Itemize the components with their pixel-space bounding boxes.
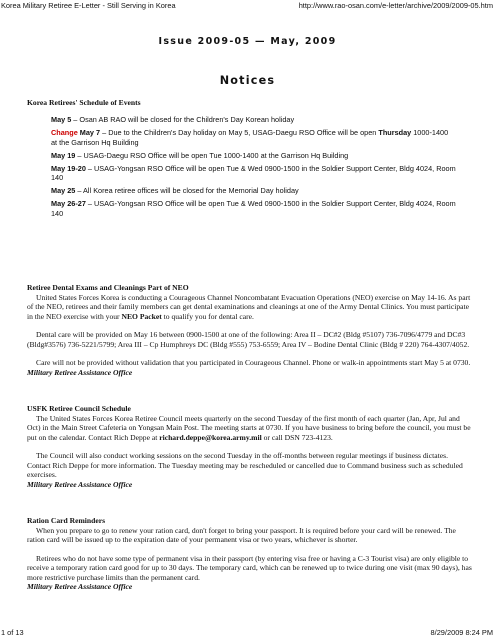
- event-date: May 19: [51, 150, 76, 160]
- event-item: [51, 151, 456, 161]
- article-body: [27, 283, 472, 592]
- schedule-title: Korea Retirees' Schedule of Events: [27, 98, 141, 107]
- issue-heading: Issue 2009-05 — May, 2009: [158, 36, 337, 47]
- change-badge: Change: [51, 127, 78, 137]
- events-list: [51, 115, 456, 222]
- event-text: – Due to the Children's Day holiday on May 5, USAG-Daegu RSO Office will be open: [100, 127, 379, 137]
- event-text: – Osan AB RAO will be closed for the Children's Day Korean holiday: [71, 115, 295, 124]
- dental-paragraph-3: Care will not be provided without validation that you participated in Courageous Channel. Phone or walk-in appointments start May 5 at 0730.: [36, 358, 471, 367]
- page-number: 1 of 13: [1, 628, 24, 637]
- event-text: – USAG-Yongsan RSO Office will be open Tue & Wed 0900-1500 in the Soldier Support Center, Bldg 4024, Room 140: [51, 199, 456, 218]
- event-text-tail: 1000-1400 at the Garrison Hq Building: [51, 127, 449, 147]
- ration-paragraph-1: When you prepare to go to renew your ration card, don't forget to bring your passport. It is required before your card will be renewed. The ration card will be issued up to the expiration date of your permanent visa or two years, whichever is shorter.: [27, 525, 456, 544]
- event-text: – All Korea retiree offices will be closed for the Memorial Day holiday: [75, 186, 299, 196]
- ration-section-title: Ration Card Reminders: [27, 516, 106, 525]
- event-date: May 26-27: [51, 199, 86, 209]
- event-date: May 5: [51, 115, 72, 124]
- event-date: May 25: [51, 186, 76, 196]
- event-item: [51, 128, 456, 147]
- page-header-url[interactable]: http://www.rao-osan.com/e-letter/archive/2009/2009-05.htm: [298, 1, 493, 10]
- event-text: – USAG-Daegu RSO Office will be open Tue 1000-1400 at the Garrison Hq Building: [75, 150, 349, 160]
- event-date: May 7: [79, 127, 101, 137]
- neo-packet-emphasis: NEO Packet: [121, 311, 162, 321]
- dental-signature: Military Retiree Assistance Office: [27, 367, 133, 377]
- council-section-title: USFK Retiree Council Schedule: [27, 404, 131, 413]
- event-item: [51, 115, 456, 125]
- council-paragraph-1: The United States Forces Korea Retiree Council meets quarterly on the second Tuesday of the first month of each quarter (Jan, Apr, Jul and Oct) in the Main Street Cafeteria on Yongsan Main Post. The meeting starts at 0730. If you have business to bring before the council, you must be put on the calendar. Contact Rich Deppe at richard.deppe@korea.army.mil or call DSN 723-4123.: [27, 413, 471, 442]
- event-emphasis: Thursday: [378, 127, 412, 137]
- event-item: [51, 164, 456, 183]
- dental-section-title: Retiree Dental Exams and Cleanings Part of NEO: [27, 283, 189, 292]
- ration-signature: Military Retiree Assistance Office: [27, 582, 133, 591]
- print-datetime: 8/29/2009 8:24 PM: [430, 628, 493, 637]
- council-signature: Military Retiree Assistance Office: [27, 479, 133, 489]
- dental-paragraph-1: United States Forces Korea is conducting a Courageous Channel Noncombatant Evacuation Operations (NEO) exercise on May 14-16. As part of the NEO, retirees and their family members can get dental examinations and cleanings at one of the Army Dental Clinics. You must participate in the NEO exercise with your NEO Packet to qualify you for dental care.: [27, 292, 471, 321]
- dental-paragraph-2: Dental care will be provided on May 16 between 0900-1500 at one of the following: Area II – DC#2 (Bldg #5107) 736-7096/4779 and DC#3 (Bldg#3576) 736-5221/5799; Area III – Cp Humphreys DC (Bldg #555) 753-6559; Area IV – Bodine Dental Clinic (Bldg # 220) 764-4307/4052.: [27, 330, 470, 349]
- page-header-title: Korea Military Retiree E-Letter - Still Serving in Korea: [1, 1, 176, 10]
- event-item: [51, 186, 456, 196]
- event-item: [51, 199, 456, 218]
- notices-heading: Notices: [219, 74, 276, 87]
- event-text: – USAG-Yongsan RSO Office will be open Tue & Wed 0900-1500 in the Soldier Support Center, Bldg 4024, Room 140: [51, 163, 456, 183]
- ration-paragraph-2: Retirees who do not have some type of permanent visa in their passport (by entering visa free or having a C-3 Tourist visa) are only eligible to receive a temporary ration card good for up to 30 days. The temporary card, which can be renewed up to twice during one visit (max 90 days), has more restrictive purchase limits than the permanent card.: [27, 553, 472, 582]
- event-date: May 19-20: [51, 163, 86, 173]
- council-paragraph-2: The Council will also conduct working sessions on the second Tuesday in the off-months between regular meetings if business dictates. Contact Rich Deppe for more information. The Tuesday meeting may be rescheduled or cancelled due to Command business such as scheduled exercises.: [27, 451, 463, 479]
- contact-email[interactable]: richard.deppe@korea.army.mil: [159, 432, 262, 442]
